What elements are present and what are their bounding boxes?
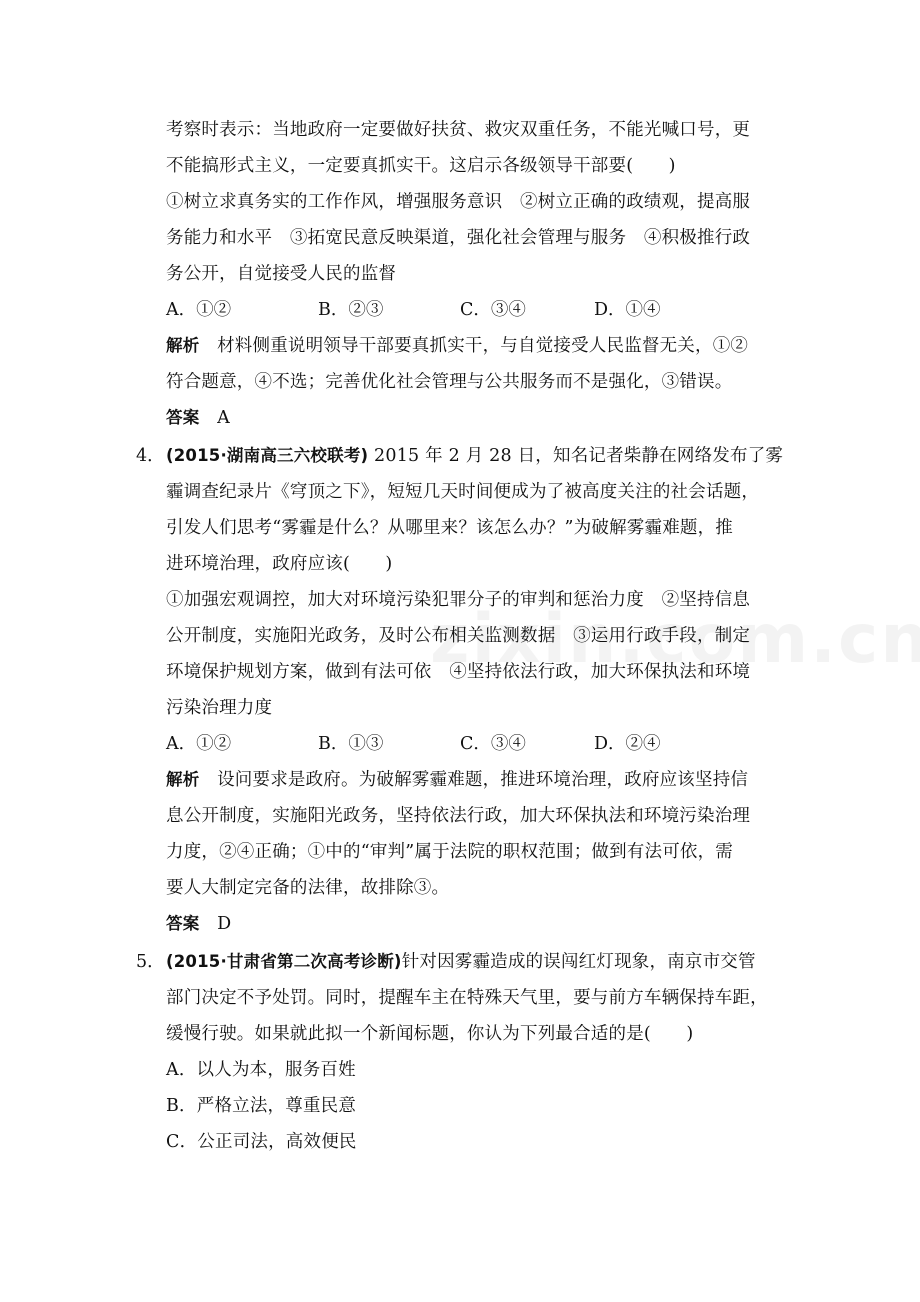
- q3-answer-value: A: [217, 408, 230, 428]
- q4-analysis-line-1: [166, 768, 748, 792]
- q5-option-c: C．公正司法，高效便民: [166, 1132, 357, 1152]
- q4-statement-line-3: 环境保护规划方案，做到有法可依 ④坚持依法行政，加大环保执法和环境: [166, 662, 751, 682]
- q4-stem-line-3: 引发人们思考“雾霾是什么？从哪里来？该怎么办？”为破解雾霾难题，推: [166, 518, 733, 538]
- q5-number: 5．: [136, 952, 165, 972]
- q4-stem-line-1: [166, 444, 783, 468]
- q3-analysis-text-1: 材料侧重说明领导干部要真抓实干，与自觉接受人民监督无关，①②: [217, 336, 749, 356]
- q3-option-d: D．①④: [594, 300, 661, 320]
- q5-stem-text-1: 针对因雾霾造成的误闯红灯现象，南京市交管: [401, 952, 756, 972]
- q4-statement-line-4: 污染治理力度: [166, 698, 273, 718]
- q4-option-b: B．①③: [318, 734, 384, 754]
- q4-option-a: A．①②: [166, 734, 232, 754]
- q4-number: 4．: [136, 446, 165, 466]
- q4-source: (2015·湖南高三六校联考): [166, 446, 369, 465]
- q4-analysis-line-2: 息公开制度，实施阳光政务，坚持依法行政，加大环保执法和环境污染治理: [166, 806, 751, 826]
- q4-stem-line-2: 霾调查纪录片《穹顶之下》，短短几天时间便成为了被高度关注的社会话题，: [166, 482, 760, 502]
- q3-analysis-line-1: [166, 334, 748, 358]
- q3-answer-label: 答案: [166, 408, 200, 427]
- q3-option-b: B．②③: [318, 300, 384, 320]
- q4-options: [166, 732, 661, 756]
- q4-analysis-line-4: 要人大制定完备的法律，故排除③。: [166, 878, 450, 898]
- q4-answer-value: D: [217, 914, 232, 934]
- q4-analysis-line-3: 力度，②④正确；①中的“审判”属于法院的职权范围；做到有法可依，需: [166, 842, 733, 862]
- q4-answer-label: 答案: [166, 914, 200, 933]
- q5-option-a: A．以人为本，服务百姓: [166, 1060, 356, 1080]
- q3-statement-line-1: ①树立求真务实的工作作风，增强服务意识 ②树立正确的政绩观，提高服: [166, 192, 751, 212]
- q3-option-c: C．③④: [460, 300, 526, 320]
- q3-statement-line-3: 务公开，自觉接受人民的监督: [166, 264, 397, 284]
- q3-options: [166, 298, 661, 322]
- q4-option-d: D．②④: [594, 734, 661, 754]
- q5-source: (2015·甘肃省第二次高考诊断): [166, 952, 402, 971]
- q4-analysis-text-1: 设问要求是政府。为破解雾霾难题，推进环境治理，政府应该坚持信: [217, 770, 749, 790]
- q3-option-a: A．①②: [166, 300, 232, 320]
- q4-stem-text-1: 2015 年 2 月 28 日，知名记者柴静在网络发布了雾: [368, 446, 784, 466]
- q3-analysis-line-2: 符合题意，④不选；完善优化社会管理与公共服务而不是强化，③错误。: [166, 372, 733, 392]
- q3-analysis-label: 解析: [166, 336, 200, 355]
- q4-statement-line-2: 公开制度，实施阳光政务，及时公布相关监测数据 ③运用行政手段，制定: [166, 626, 751, 646]
- q3-stem-line-2: 不能搞形式主义，一定要真抓实干。这启示各级领导干部要( ): [166, 156, 676, 176]
- q4-stem-line-4: 进环境治理，政府应该( ): [166, 554, 393, 574]
- q4-option-c: C．③④: [460, 734, 526, 754]
- q5-stem-line-1: [166, 950, 756, 974]
- q3-stem-line-1: 考察时表示：当地政府一定要做好扶贫、救灾双重任务，不能光喊口号，更: [166, 120, 751, 140]
- q3-answer-line: [166, 406, 230, 430]
- q4-analysis-label: 解析: [166, 770, 200, 789]
- q5-option-b: B．严格立法，尊重民意: [166, 1096, 357, 1116]
- q4-answer-line: [166, 912, 231, 936]
- q5-stem-line-3: 缓慢行驶。如果就此拟一个新闻标题，你认为下列最合适的是( ): [166, 1024, 694, 1044]
- q3-statement-line-2: 务能力和水平 ③拓宽民意反映渠道，强化社会管理与服务 ④积极推行政: [166, 228, 751, 248]
- q5-stem-line-2: 部门决定不予处罚。同时，提醒车主在特殊天气里，要与前方车辆保持车距，: [166, 988, 768, 1008]
- q4-statement-line-1: ①加强宏观调控，加大对环境污染犯罪分子的审判和惩治力度 ②坚持信息: [166, 590, 751, 610]
